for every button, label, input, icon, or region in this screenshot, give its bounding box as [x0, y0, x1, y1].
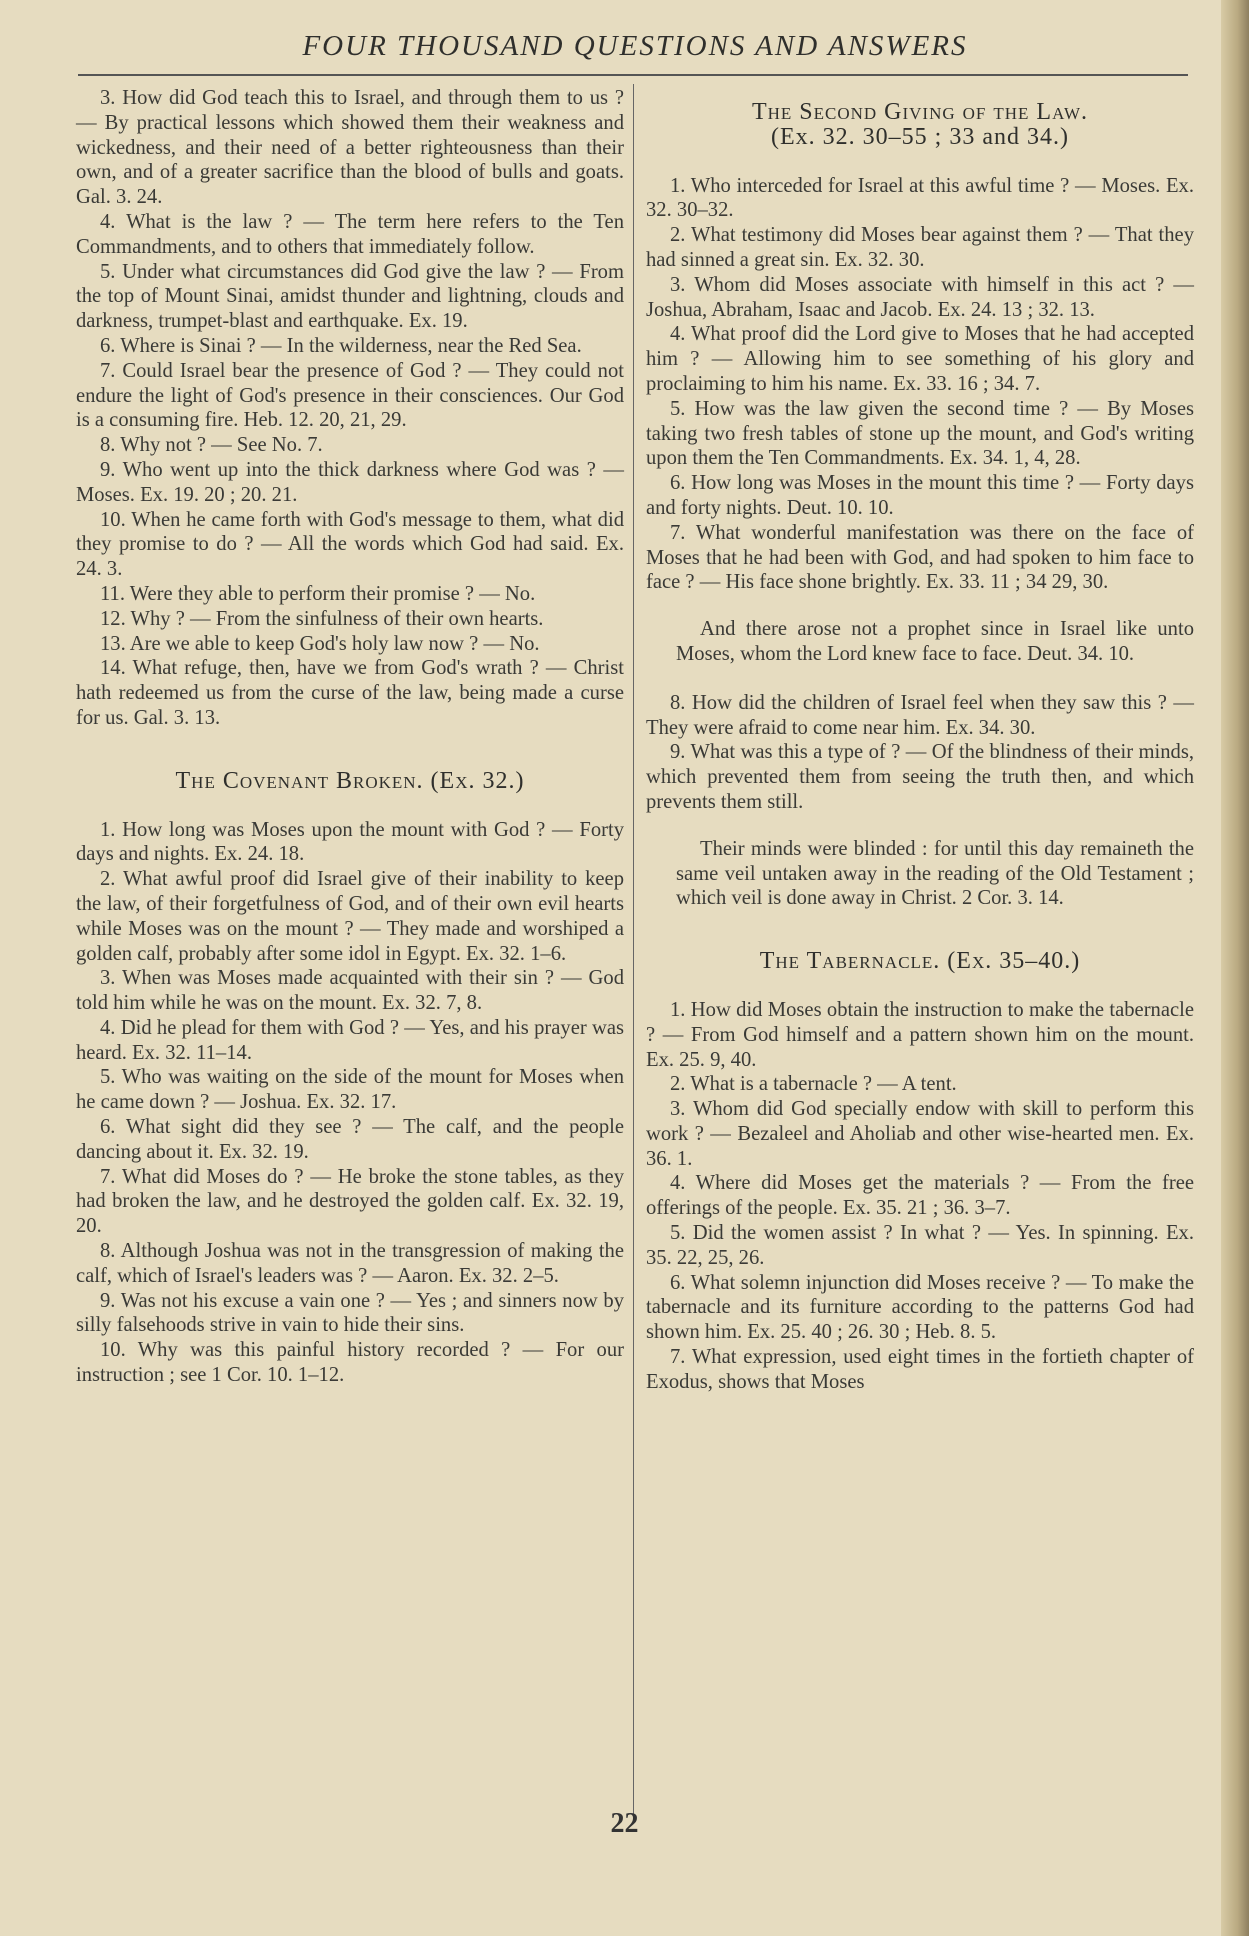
question-answer — [646, 740, 1194, 814]
question-answer — [646, 174, 1194, 224]
paragraph-text: 4. Where did Moses get the materials ? — From the free offerings of the people. Ex. 35. 21 ; 36. 3–7. — [646, 1172, 1194, 1220]
question-answer — [646, 471, 1194, 521]
paragraph-text: The Covenant Broken. (Ex. 32.) — [175, 767, 525, 794]
question-answer — [646, 998, 1194, 1072]
question-answer — [646, 521, 1194, 595]
paragraph-text: 6. Where is Sinai ? — In the wilderness, near the Red Sea. — [100, 334, 582, 357]
question-answer — [76, 966, 624, 1016]
paragraph-text: 2. What is a tabernacle ? — A tent. — [670, 1073, 957, 1096]
question-answer — [646, 1097, 1194, 1171]
question-answer — [76, 260, 624, 334]
paragraph-text: 10. Why was this painful history recorded ? — For our instruction ; see 1 Cor. 10. 1–12. — [76, 1339, 624, 1387]
paragraph-text: 8. Why not ? — See No. 7. — [100, 434, 323, 457]
paragraph-text: 2. What awful proof did Israel give of their inability to keep the law, of their forgetfulness of God, and of their own evil hearts while Moses was on the mount ? — They made and worshiped a golden calf, probably after some idol in Egypt. Ex. 32. 1–6. — [76, 868, 624, 965]
paragraph-text: 13. Are we able to keep God's holy law now ? — No. — [100, 632, 540, 655]
question-answer — [76, 656, 624, 730]
paragraph-text: 6. What sight did they see ? — The calf, and the people dancing about it. Ex. 32. 19. — [76, 1116, 624, 1163]
question-answer — [646, 1221, 1194, 1271]
question-answer — [646, 1171, 1194, 1221]
paragraph-text: 10. When he came forth with God's message to them, what did they promise to do ? — All the words which God had said. Ex. 24. 3. — [76, 508, 624, 581]
paragraph-text: 5. Who was waiting on the side of the mount for Moses when he came down ? — Joshua. Ex. 32. 17. — [76, 1066, 624, 1114]
book-spine-edge — [1221, 0, 1249, 1936]
paragraph-text: And there arose not a prophet since in Israel like unto Moses, whom the Lord knew face to face. Deut. 34. 10. — [676, 618, 1194, 665]
paragraph-text: 12. Why ? — From the sinfulness of their own hearts. — [100, 607, 544, 630]
paragraph-text: 1. Who interceded for Israel at this awful time ? — Moses. Ex. 32. 30–32. — [646, 174, 1194, 222]
scripture-quote — [676, 837, 1194, 911]
paragraph-text: 5. How was the law given the second time ? — By Moses taking two fresh tables of stone up the mount, and God's writing upon them the Ten Commandments. Ex. 34. 1, 4, 28. — [646, 397, 1194, 470]
paragraph-text: 8. Although Joshua was not in the transgression of making the calf, which of Israel's leaders was ? — Aaron. Ex. 32. 2–5. — [76, 1240, 624, 1287]
paragraph-text: 7. What wonderful manifestation was there on the face of Moses that he had been with God, and had spoken to him face to face ? — His face shone brightly. Ex. 33. 11 ; 34 29, 30. — [646, 521, 1194, 594]
question-answer — [646, 322, 1194, 396]
question-answer — [646, 1271, 1194, 1345]
paragraph-text: 9. Was not his excuse a vain one ? — Yes ; and sinners now by silly falsehoods strive in vain to hide their sins. — [76, 1289, 624, 1337]
section-heading — [646, 100, 1194, 150]
question-answer — [646, 273, 1194, 323]
question-answer — [646, 223, 1194, 273]
question-answer — [76, 582, 624, 607]
question-answer — [76, 1016, 624, 1066]
question-answer — [76, 1115, 624, 1165]
question-answer — [76, 1289, 624, 1339]
paragraph-text: 3. How did God teach this to Israel, and through them to us ? — By practical lessons which showed them their weakness and wickedness, and their need of a better righteousness than their own, and of a greater sacrifice than the blood of bulls and goats. Gal. 3. 24. — [76, 87, 624, 209]
left-column — [76, 86, 624, 1388]
question-answer — [76, 433, 624, 458]
paragraph-text: 6. What solemn injunction did Moses receive ? — To make the tabernacle and its furniture according to the patterns God had shown him. Ex. 25. 40 ; 26. 30 ; Heb. 8. 5. — [646, 1271, 1194, 1344]
question-answer — [646, 397, 1194, 471]
paragraph-text: 4. What proof did the Lord give to Moses that he had accepted him ? — Allowing him to see something of his glory and proclaiming to him his name. Ex. 33. 16 ; 34. 7. — [646, 323, 1194, 395]
question-answer — [76, 1338, 624, 1388]
question-answer — [76, 632, 624, 657]
question-answer — [76, 607, 624, 632]
paragraph-text: 6. How long was Moses in the mount this time ? — Forty days and forty nights. Deut. 10. 10. — [646, 472, 1194, 519]
column-divider — [633, 84, 634, 1816]
paragraph-text: 9. Who went up into the thick darkness where God was ? — Moses. Ex. 19. 20 ; 20. 21. — [76, 458, 624, 506]
paragraph-text: 5. Did the women assist ? In what ? — Yes. In spinning. Ex. 35. 22, 25, 26. — [646, 1222, 1194, 1269]
section-heading — [76, 769, 624, 794]
question-answer — [646, 1072, 1194, 1097]
right-column — [646, 86, 1194, 1395]
paragraph-text: The Second Giving of the Law. — [751, 99, 1089, 125]
question-answer — [76, 818, 624, 868]
running-header: FOUR THOUSAND QUESTIONS AND ANSWERS — [302, 30, 968, 62]
scripture-quote — [676, 617, 1194, 667]
paragraph-text: 14. What refuge, then, have we from God's wrath ? — Christ hath redeemed us from the curse of the law, being made a curse for us. Gal. 3. 13. — [76, 657, 624, 729]
section-subheading: (Ex. 32. 30–55 ; 33 and 34.) — [771, 123, 1069, 150]
paragraph-text: 9. What was this a type of ? — Of the blindness of their minds, which prevented them from seeing the truth then, and which prevents them still. — [646, 741, 1194, 813]
paragraph-text: 11. Were they able to perform their promise ? — No. — [100, 582, 536, 605]
section-heading — [646, 949, 1194, 974]
paragraph-text: 7. What did Moses do ? — He broke the stone tables, as they had broken the law, and he destroyed the golden calf. Ex. 32. 19, 20. — [76, 1165, 624, 1238]
paragraph-text: 2. What testimony did Moses bear against them ? — That they had sinned a great sin. Ex. 32. 30. — [646, 224, 1194, 271]
paragraph-text: 1. How long was Moses upon the mount with God ? — Forty days and nights. Ex. 24. 18. — [76, 818, 624, 866]
question-answer — [76, 1165, 624, 1239]
question-answer — [76, 508, 624, 582]
question-answer — [76, 359, 624, 433]
question-answer — [76, 1065, 624, 1115]
question-answer — [76, 86, 624, 210]
paragraph-text: 4. Did he plead for them with God ? — Yes, and his prayer was heard. Ex. 32. 11–14. — [76, 1016, 624, 1064]
question-answer — [646, 691, 1194, 741]
paragraph-text: 4. What is the law ? — The term here refers to the Ten Commandments, and to others that immediately follow. — [76, 210, 624, 258]
paragraph-text: 1. How did Moses obtain the instruction to make the tabernacle ? — From God himself and a pattern shown him on the mount. Ex. 25. 9, 40. — [646, 998, 1194, 1071]
question-answer — [76, 458, 624, 508]
paragraph-text: 3. Whom did Moses associate with himself in this act ? — Joshua, Abraham, Isaac and Jacob. Ex. 24. 13 ; 32. 13. — [646, 273, 1194, 321]
paragraph-text: 5. Under what circumstances did God give the law ? — From the top of Mount Sinai, amidst thunder and lightning, clouds and darkness, trumpet-blast and earthquake. Ex. 19. — [76, 260, 624, 333]
paragraph-text: 3. Whom did God specially endow with skill to perform this work ? — Bezaleel and Aholiab and other wise-hearted men. Ex. 36. 1. — [646, 1098, 1194, 1170]
question-answer — [76, 1239, 624, 1289]
question-answer — [76, 867, 624, 966]
question-answer — [646, 1345, 1194, 1395]
question-answer — [76, 334, 624, 359]
question-answer — [76, 210, 624, 260]
paragraph-text: 7. What expression, used eight times in the fortieth chapter of Exodus, shows that Moses — [646, 1346, 1194, 1393]
paragraph-text: 7. Could Israel bear the presence of God ? — They could not endure the light of God's presence in their consciences. Our God is a consuming fire. Heb. 12. 20, 21, 29. — [76, 359, 624, 432]
paragraph-text: 8. How did the children of Israel feel when they saw this ? — They were afraid to come near him. Ex. 34. 30. — [646, 691, 1194, 739]
header-rule — [78, 74, 1188, 76]
page-number: 22 — [610, 1808, 639, 1839]
paragraph-text: Their minds were blinded : for until this day remaineth the same veil untaken away in the reading of the Old Testament ; which veil is done away in Christ. 2 Cor. 3. 14. — [676, 837, 1194, 910]
paragraph-text: The Tabernacle. (Ex. 35–40.) — [759, 948, 1081, 975]
paragraph-text: 3. When was Moses made acquainted with their sin ? — God told him while he was on the mount. Ex. 32. 7, 8. — [76, 967, 624, 1015]
